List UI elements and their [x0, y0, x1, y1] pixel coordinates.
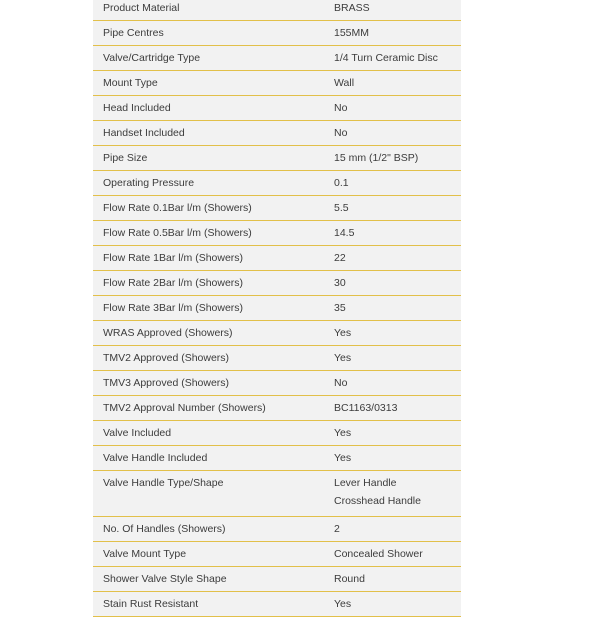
spec-label: Mount Type	[103, 77, 158, 89]
spec-row	[93, 567, 461, 592]
spec-value	[334, 249, 461, 267]
spec-row	[93, 371, 461, 396]
spec-value	[334, 399, 461, 417]
spec-label: Flow Rate 1Bar l/m (Showers)	[103, 252, 244, 264]
spec-row	[93, 321, 461, 346]
spec-row	[93, 46, 461, 71]
spec-value-line: Yes	[334, 452, 352, 464]
spec-row	[93, 146, 461, 171]
spec-value	[334, 299, 461, 317]
spec-row	[93, 592, 461, 617]
spec-value	[334, 349, 461, 367]
spec-label: Head Included	[103, 102, 171, 114]
spec-value-line: Round	[334, 573, 365, 585]
spec-label: WRAS Approved (Showers)	[103, 327, 233, 339]
spec-value-line: 15 mm (1/2" BSP)	[334, 152, 419, 164]
spec-label: Flow Rate 2Bar l/m (Showers)	[103, 277, 244, 289]
spec-value-line: Wall	[334, 77, 355, 89]
spec-value	[334, 49, 461, 67]
spec-value	[334, 0, 461, 17]
spec-value	[334, 99, 461, 117]
spec-value	[334, 24, 461, 42]
spec-value	[334, 274, 461, 292]
spec-value	[334, 570, 461, 588]
spec-value-line: 5.5	[334, 202, 349, 214]
spec-value-line: Concealed Shower	[334, 548, 423, 560]
spec-value	[334, 520, 461, 538]
spec-value	[334, 595, 461, 613]
spec-label: Valve Handle Included	[103, 452, 208, 464]
spec-row	[93, 346, 461, 371]
spec-value-line: BRASS	[334, 2, 370, 14]
spec-label: Handset Included	[103, 127, 185, 139]
spec-value-line: No	[334, 102, 348, 114]
spec-label: Flow Rate 0.1Bar l/m (Showers)	[103, 202, 252, 214]
spec-value	[334, 324, 461, 342]
spec-value	[334, 474, 461, 510]
spec-row	[93, 271, 461, 296]
spec-value	[334, 199, 461, 217]
spec-value-line: Yes	[334, 327, 352, 339]
spec-label: Valve Mount Type	[103, 548, 187, 560]
spec-value-line: BC1163/0313	[334, 402, 398, 414]
spec-row	[93, 446, 461, 471]
spec-value-line: Yes	[334, 598, 352, 610]
spec-label: Pipe Size	[103, 152, 148, 164]
spec-label: Valve Handle Type/Shape	[103, 477, 224, 489]
spec-label: Flow Rate 3Bar l/m (Showers)	[103, 302, 244, 314]
spec-value-line: No	[334, 127, 348, 139]
spec-label: TMV2 Approved (Showers)	[103, 352, 230, 364]
spec-row	[93, 471, 461, 517]
spec-row	[93, 0, 461, 21]
spec-label: TMV2 Approval Number (Showers)	[103, 402, 266, 414]
spec-row	[93, 396, 461, 421]
spec-row	[93, 296, 461, 321]
spec-label: Operating Pressure	[103, 177, 195, 189]
spec-value-line: Lever Handle	[334, 477, 397, 489]
spec-value	[334, 149, 461, 167]
spec-value-line: 2	[334, 523, 340, 535]
spec-value	[334, 374, 461, 392]
spec-value	[334, 224, 461, 242]
spec-value-line: 35	[334, 302, 346, 314]
spec-value-line: 22	[334, 252, 346, 264]
spec-label: TMV3 Approved (Showers)	[103, 377, 230, 389]
spec-value-line: 155MM	[334, 27, 370, 39]
spec-label: Shower Valve Style Shape	[103, 573, 227, 585]
spec-label: Flow Rate 0.5Bar l/m (Showers)	[103, 227, 252, 239]
spec-label: Valve Included	[103, 427, 172, 439]
spec-label: Valve/Cartridge Type	[103, 52, 201, 64]
spec-row	[93, 121, 461, 146]
spec-row	[93, 421, 461, 446]
spec-row	[93, 196, 461, 221]
spec-value-line: 14.5	[334, 227, 355, 239]
spec-row	[93, 71, 461, 96]
spec-value-line: 0.1	[334, 177, 349, 189]
spec-label: Pipe Centres	[103, 27, 164, 39]
spec-row	[93, 246, 461, 271]
spec-row	[93, 21, 461, 46]
spec-row	[93, 517, 461, 542]
spec-value-line: Crosshead Handle	[334, 495, 421, 507]
spec-value	[334, 174, 461, 192]
spec-value	[334, 424, 461, 442]
specifications-table	[93, 0, 461, 617]
spec-value	[334, 124, 461, 142]
spec-row	[93, 96, 461, 121]
spec-row	[93, 542, 461, 567]
spec-value-line: 1/4 Turn Ceramic Disc	[334, 52, 438, 64]
spec-row	[93, 221, 461, 246]
spec-value-line: Yes	[334, 427, 352, 439]
spec-value-line: Yes	[334, 352, 352, 364]
spec-value	[334, 74, 461, 92]
spec-value-line: No	[334, 377, 348, 389]
spec-label: Product Material	[103, 2, 180, 14]
spec-label: Stain Rust Resistant	[103, 598, 199, 610]
spec-value-line: 30	[334, 277, 346, 289]
spec-row	[93, 171, 461, 196]
spec-value	[334, 545, 461, 563]
spec-value	[334, 449, 461, 467]
spec-label: No. Of Handles (Showers)	[103, 523, 226, 535]
